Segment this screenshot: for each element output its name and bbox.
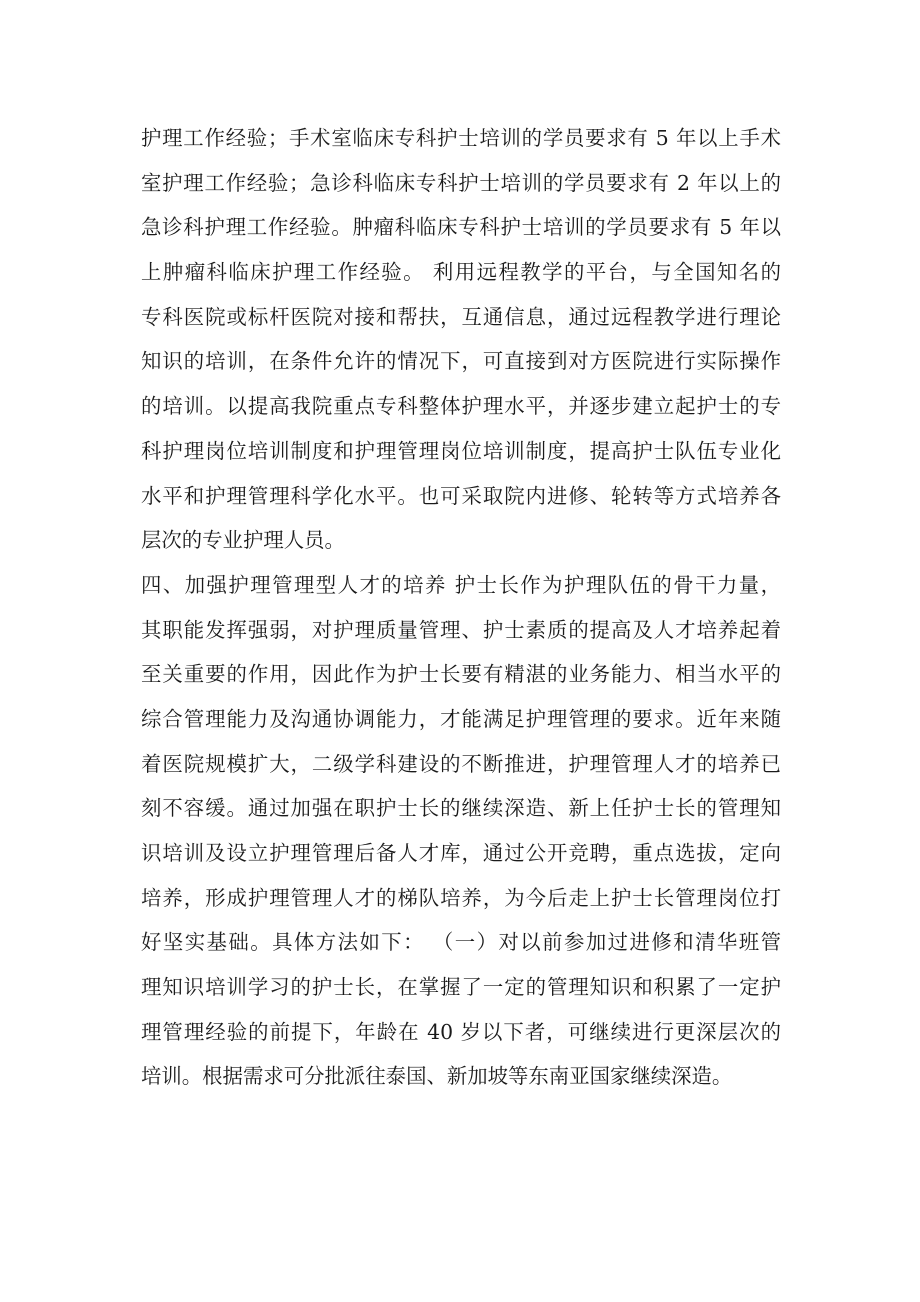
text-line: 水平和护理管理科学化水平。也可采取院内进修、轮转等方式培养各 bbox=[141, 483, 781, 508]
text-line: 室护理工作经验；急诊科临床专科护士培训的学员要求有 2 年以上的 bbox=[141, 170, 781, 195]
text-line: 护理工作经验；手术室临床专科护士培训的学员要求有 5 年以上手术 bbox=[141, 126, 781, 150]
text-line: 综合管理能力及沟通协调能力，才能满足护理管理的要求。近年来随 bbox=[141, 706, 781, 731]
text-line: 其职能发挥强弱，对护理质量管理、护士素质的提高及人才培养起着 bbox=[141, 617, 781, 642]
text-line: 刻不容缓。通过加强在职护士长的继续深造、新上任护士长的管理知 bbox=[141, 796, 781, 821]
text-line: 着医院规模扩大，二级学科建设的不断推进，护理管理人才的培养已 bbox=[141, 751, 781, 776]
text-line: 知识的培训，在条件允许的情况下，可直接到对方医院进行实际操作 bbox=[141, 349, 781, 374]
text-line: 培训。根据需求可分批派往泰国、新加坡等东南亚国家继续深造。 bbox=[141, 1064, 733, 1089]
text-line: 理管理经验的前提下，年龄在 40 岁以下者，可继续进行更深层次的 bbox=[141, 1019, 781, 1044]
body-text bbox=[141, 116, 781, 1099]
text-line: 急诊科护理工作经验。肿瘤科临床专科护士培训的学员要求有 5 年以 bbox=[141, 215, 781, 240]
text-line: 培养，形成护理管理人才的梯队培养，为今后走上护士长管理岗位打 bbox=[141, 885, 781, 910]
text-line: 专科医院或标杆医院对接和帮扶，互通信息，通过远程教学进行理论 bbox=[141, 304, 781, 329]
text-line: 至关重要的作用，因此作为护士长要有精湛的业务能力、相当水平的 bbox=[141, 662, 781, 687]
section-heading-line: 四、加强护理管理型人才的培养 护士长作为护理队伍的骨干力量， bbox=[141, 572, 781, 597]
text-line: 理知识培训学习的护士长，在掌握了一定的管理知识和积累了一定护 bbox=[141, 975, 781, 1000]
text-line: 层次的专业护理人员。 bbox=[141, 528, 345, 553]
text-line: 科护理岗位培训制度和护理管理岗位培训制度，提高护士队伍专业化 bbox=[141, 438, 781, 463]
text-line: 上肿瘤科临床护理工作经验。 利用远程教学的平台，与全国知名的 bbox=[141, 260, 781, 285]
text-line: 的培训。以提高我院重点专科整体护理水平，并逐步建立起护士的专 bbox=[141, 394, 781, 419]
text-line: 识培训及设立护理管理后备人才库，通过公开竞聘，重点选拔，定向 bbox=[141, 841, 781, 865]
text-line: 好坚实基础。具体方法如下： （一）对以前参加过进修和清华班管 bbox=[141, 930, 781, 955]
